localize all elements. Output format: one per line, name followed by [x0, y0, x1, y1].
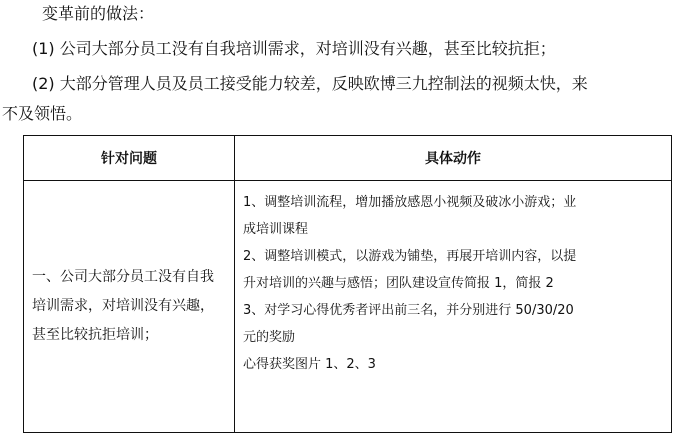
column-header-issue: 针对问题	[24, 136, 235, 181]
paragraph-item-2: (2) 大部分管理人员及员工接受能力较差，反映欧博三九控制法的视频太快，来	[32, 74, 588, 93]
action-line: 心得获奖图片 1、2、3	[243, 357, 376, 372]
action-line: 成培训课程	[243, 222, 309, 237]
table-header-row	[24, 136, 672, 181]
action-line: 3、对学习心得优秀者评出前三名，并分别进行 50/30/20	[243, 303, 574, 318]
problem-cell: 一、公司大部分员工没有自我培训需求，对培训没有兴趣，甚至比较抗拒培训；	[24, 181, 235, 433]
action-line: 1、调整培训流程，增加播放感恩小视频及破冰小游戏；业	[243, 195, 577, 210]
paragraph-item-2-continued: 不及领悟。	[2, 104, 83, 123]
paragraph-item-1: (1) 公司大部分员工没有自我培训需求，对培训没有兴趣，甚至比较抗拒；	[32, 39, 556, 58]
action-line: 升对培训的兴趣与感悟；团队建设宣传简报 1，简报 2	[243, 276, 554, 291]
table-row	[24, 181, 672, 433]
action-line: 2、调整培训模式，以游戏为铺垫，再展开培训内容，以提	[243, 249, 577, 264]
issues-actions-table	[23, 135, 672, 433]
section-heading: 变革前的做法：	[42, 4, 155, 23]
action-cell	[235, 181, 672, 433]
column-header-action: 具体动作	[235, 136, 672, 181]
action-line: 元的奖励	[243, 330, 296, 345]
